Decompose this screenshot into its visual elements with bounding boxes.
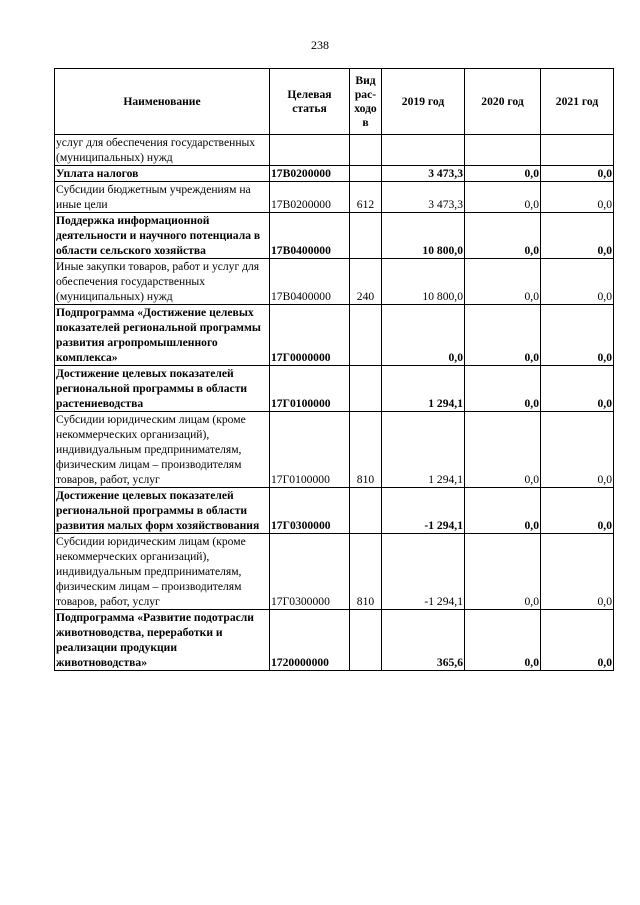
cell-kind: 240 — [350, 259, 382, 305]
cell-code: 17Г0100000 — [270, 366, 350, 412]
cell-2020: 0,0 — [465, 412, 541, 488]
header-2021: 2021 год — [541, 69, 614, 135]
cell-2020: 0,0 — [465, 610, 541, 671]
table-row — [55, 259, 614, 305]
cell-2020: 0,0 — [465, 305, 541, 366]
cell-name: услуг для обеспечения государственных (муниципальных) нужд — [55, 135, 270, 166]
table-row — [55, 488, 614, 534]
cell-2021: 0,0 — [541, 259, 614, 305]
cell-2019: 365,6 — [382, 610, 465, 671]
cell-2021: 0,0 — [541, 412, 614, 488]
cell-code: 17В0200000 — [270, 166, 350, 182]
cell-kind — [350, 366, 382, 412]
cell-2020: 0,0 — [465, 182, 541, 213]
cell-2021: 0,0 — [541, 182, 614, 213]
cell-2019: -1 294,1 — [382, 488, 465, 534]
cell-2021: 0,0 — [541, 488, 614, 534]
cell-kind — [350, 305, 382, 366]
header-name: Наименование — [55, 69, 270, 135]
cell-2021: 0,0 — [541, 166, 614, 182]
cell-2021: 0,0 — [541, 534, 614, 610]
cell-2020: 0,0 — [465, 166, 541, 182]
header-2019: 2019 год — [382, 69, 465, 135]
cell-name: Поддержка информационной деятельности и научного потенциала в области сельского хозяйства — [55, 213, 270, 259]
cell-2021 — [541, 135, 614, 166]
cell-kind — [350, 135, 382, 166]
cell-name: Иные закупки товаров, работ и услуг для обеспечения государственных (муниципальных) нужд — [55, 259, 270, 305]
cell-kind: 612 — [350, 182, 382, 213]
cell-2019: 1 294,1 — [382, 412, 465, 488]
cell-2019 — [382, 135, 465, 166]
cell-kind: 810 — [350, 412, 382, 488]
cell-2019: 0,0 — [382, 305, 465, 366]
budget-table — [54, 68, 614, 671]
cell-2020: 0,0 — [465, 366, 541, 412]
cell-code: 17Г0100000 — [270, 412, 350, 488]
cell-2019: 3 473,3 — [382, 182, 465, 213]
cell-code: 17Г0300000 — [270, 534, 350, 610]
table-row — [55, 213, 614, 259]
cell-2020: 0,0 — [465, 488, 541, 534]
table-row — [55, 182, 614, 213]
table-row — [55, 534, 614, 610]
cell-kind — [350, 610, 382, 671]
table-row — [55, 305, 614, 366]
cell-kind: 810 — [350, 534, 382, 610]
cell-kind — [350, 488, 382, 534]
header-kind — [350, 69, 382, 135]
cell-name: Подпрограмма «Достижение целевых показателей региональной программы развития агропромышленного комплекса» — [55, 305, 270, 366]
cell-name: Уплата налогов — [55, 166, 270, 182]
cell-kind — [350, 166, 382, 182]
cell-name: Подпрограмма «Развитие подотрасли животноводства, переработки и реализации продукции животноводства» — [55, 610, 270, 671]
table-row — [55, 366, 614, 412]
header-2020: 2020 год — [465, 69, 541, 135]
cell-name: Субсидии юридическим лицам (кроме некоммерческих организаций), индивидуальным предпринимателям, физическим лицам – производителям товаров, работ, услуг — [55, 412, 270, 488]
page-number: 238 — [311, 38, 329, 52]
cell-2021: 0,0 — [541, 366, 614, 412]
table-row — [55, 166, 614, 182]
table-header-row — [55, 69, 614, 135]
cell-code: 17В0400000 — [270, 259, 350, 305]
header-kind-label: Вид рас-ходов — [354, 73, 377, 129]
cell-2020: 0,0 — [465, 213, 541, 259]
cell-code: 17В0200000 — [270, 182, 350, 213]
cell-2021: 0,0 — [541, 610, 614, 671]
cell-name: Достижение целевых показателей региональной программы в области развития малых форм хозяйствования — [55, 488, 270, 534]
cell-code: 17Г0300000 — [270, 488, 350, 534]
cell-2020: 0,0 — [465, 259, 541, 305]
header-code — [270, 69, 350, 135]
table-row — [55, 610, 614, 671]
cell-code: 17Г0000000 — [270, 305, 350, 366]
cell-code: 17В0400000 — [270, 213, 350, 259]
cell-2019: 3 473,3 — [382, 166, 465, 182]
table-row — [55, 135, 614, 166]
cell-2021: 0,0 — [541, 305, 614, 366]
cell-2019: 10 800,0 — [382, 213, 465, 259]
cell-name: Достижение целевых показателей региональной программы в области растениеводства — [55, 366, 270, 412]
cell-code — [270, 135, 350, 166]
cell-kind — [350, 213, 382, 259]
table-row — [55, 412, 614, 488]
cell-2019: -1 294,1 — [382, 534, 465, 610]
cell-name: Субсидии юридическим лицам (кроме некоммерческих организаций), индивидуальным предпринимателям, физическим лицам – производителям товаров, работ, услуг — [55, 534, 270, 610]
cell-2020: 0,0 — [465, 534, 541, 610]
cell-name: Субсидии бюджетным учреждениям на иные цели — [55, 182, 270, 213]
table-body — [55, 135, 614, 671]
header-code-label: Целевая статья — [287, 87, 332, 115]
cell-2019: 1 294,1 — [382, 366, 465, 412]
cell-code: 1720000000 — [270, 610, 350, 671]
cell-2019: 10 800,0 — [382, 259, 465, 305]
cell-2020 — [465, 135, 541, 166]
cell-2021: 0,0 — [541, 213, 614, 259]
